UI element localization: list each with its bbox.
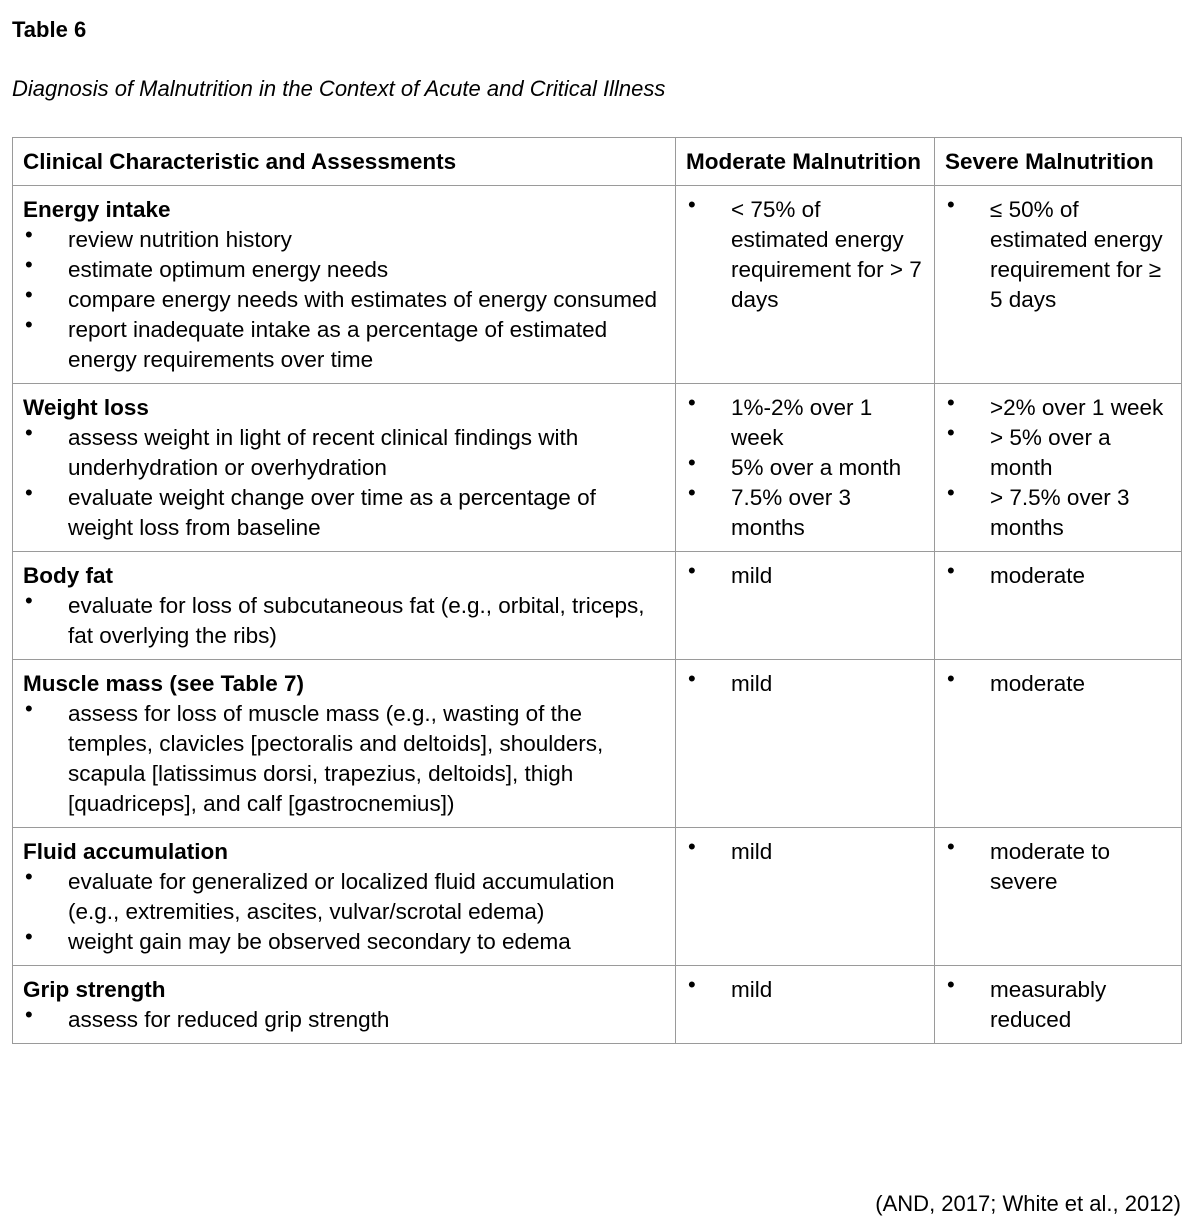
assessment-cell xyxy=(13,384,676,552)
moderate-criterion-list xyxy=(686,195,924,315)
moderate-cell xyxy=(676,552,935,660)
moderate-cell xyxy=(676,828,935,966)
severe-cell xyxy=(935,828,1182,966)
malnutrition-table xyxy=(12,137,1182,1044)
severe-criterion: • measurably reduced xyxy=(945,975,1171,1035)
header-severe-malnutrition: Severe Malnutrition xyxy=(935,138,1182,186)
assessment-cell xyxy=(13,828,676,966)
characteristic-title: Fluid accumulation xyxy=(23,839,229,864)
assessment-item: • evaluate weight change over time as a percentage of weight loss from baseline xyxy=(23,483,665,543)
assessment-item-list xyxy=(23,867,665,957)
moderate-criterion-list xyxy=(686,975,924,1005)
assessment-cell xyxy=(13,186,676,384)
assessment-cell xyxy=(13,966,676,1044)
severe-cell xyxy=(935,966,1182,1044)
header-moderate-malnutrition: Moderate Malnutrition xyxy=(676,138,935,186)
characteristic-title: Body fat xyxy=(23,563,113,588)
assessment-item-list xyxy=(23,423,665,543)
assessment-item: • weight gain may be observed secondary to edema xyxy=(23,927,665,957)
severe-criterion: • moderate to severe xyxy=(945,837,1171,897)
assessment-item: • assess weight in light of recent clinical findings with underhydration or overhydration xyxy=(23,423,665,483)
moderate-criterion: • mild xyxy=(686,669,924,699)
table-caption: Diagnosis of Malnutrition in the Context of Acute and Critical Illness xyxy=(12,76,666,101)
assessment-item: • estimate optimum energy needs xyxy=(23,255,665,285)
moderate-criterion: • 7.5% over 3 months xyxy=(686,483,924,543)
header-row xyxy=(13,138,1182,186)
assessment-item: • assess for loss of muscle mass (e.g., wasting of the temples, clavicles [pectoralis and deltoids], shoulders, scapula [latissimus dorsi, trapezius, deltoids], thigh [quadriceps], and calf [gastrocnemius]) xyxy=(23,699,665,819)
moderate-cell xyxy=(676,966,935,1044)
severe-cell xyxy=(935,660,1182,828)
assessment-item: • evaluate for generalized or localized fluid accumulation (e.g., extremities, ascites, vulvar/scrotal edema) xyxy=(23,867,665,927)
assessment-cell xyxy=(13,660,676,828)
characteristic-title: Energy intake xyxy=(23,197,171,222)
severe-criterion: • moderate xyxy=(945,561,1171,591)
moderate-criterion-list xyxy=(686,669,924,699)
moderate-criterion-list xyxy=(686,561,924,591)
severe-criterion: • ≤ 50% of estimated energy requirement for ≥ 5 days xyxy=(945,195,1171,315)
assessment-item-list xyxy=(23,591,665,651)
severe-criterion: • >2% over 1 week xyxy=(945,393,1171,423)
assessment-item: • evaluate for loss of subcutaneous fat (e.g., orbital, triceps, fat overlying the ribs) xyxy=(23,591,665,651)
source-citation: (AND, 2017; White et al., 2012) xyxy=(875,1191,1181,1216)
characteristic-title: Grip strength xyxy=(23,977,166,1002)
assessment-item: • assess for reduced grip strength xyxy=(23,1005,665,1035)
moderate-cell xyxy=(676,660,935,828)
assessment-item: • compare energy needs with estimates of energy consumed xyxy=(23,285,665,315)
severe-criterion-list xyxy=(945,837,1171,897)
moderate-criterion: • 1%-2% over 1 week xyxy=(686,393,924,453)
severe-cell xyxy=(935,384,1182,552)
assessment-item-list xyxy=(23,699,665,819)
assessment-item: • review nutrition history xyxy=(23,225,665,255)
characteristic-title: Weight loss xyxy=(23,395,149,420)
table-row xyxy=(13,186,1182,384)
moderate-cell xyxy=(676,186,935,384)
assessment-cell xyxy=(13,552,676,660)
table-body xyxy=(13,186,1182,1044)
moderate-criterion: • 5% over a month xyxy=(686,453,924,483)
moderate-criterion: • mild xyxy=(686,561,924,591)
severe-criterion-list xyxy=(945,975,1171,1035)
table-number: Table 6 xyxy=(12,17,87,42)
severe-criterion-list xyxy=(945,195,1171,315)
severe-criterion-list xyxy=(945,669,1171,699)
severe-cell xyxy=(935,186,1182,384)
assessment-item: • report inadequate intake as a percentage of estimated energy requirements over time xyxy=(23,315,665,375)
severe-criterion: • > 7.5% over 3 months xyxy=(945,483,1171,543)
table-row xyxy=(13,552,1182,660)
table-row xyxy=(13,384,1182,552)
severe-criterion: • > 5% over a month xyxy=(945,423,1171,483)
moderate-criterion-list xyxy=(686,837,924,867)
moderate-criterion: • < 75% of estimated energy requirement for > 7 days xyxy=(686,195,924,315)
severe-criterion: • moderate xyxy=(945,669,1171,699)
table-row xyxy=(13,966,1182,1044)
severe-cell xyxy=(935,552,1182,660)
characteristic-title: Muscle mass (see Table 7) xyxy=(23,671,304,696)
moderate-cell xyxy=(676,384,935,552)
severe-criterion-list xyxy=(945,393,1171,543)
table-row xyxy=(13,828,1182,966)
moderate-criterion: • mild xyxy=(686,975,924,1005)
moderate-criterion-list xyxy=(686,393,924,543)
table-row xyxy=(13,660,1182,828)
header-clinical-characteristic: Clinical Characteristic and Assessments xyxy=(13,138,676,186)
moderate-criterion: • mild xyxy=(686,837,924,867)
assessment-item-list xyxy=(23,1005,665,1035)
assessment-item-list xyxy=(23,225,665,375)
severe-criterion-list xyxy=(945,561,1171,591)
